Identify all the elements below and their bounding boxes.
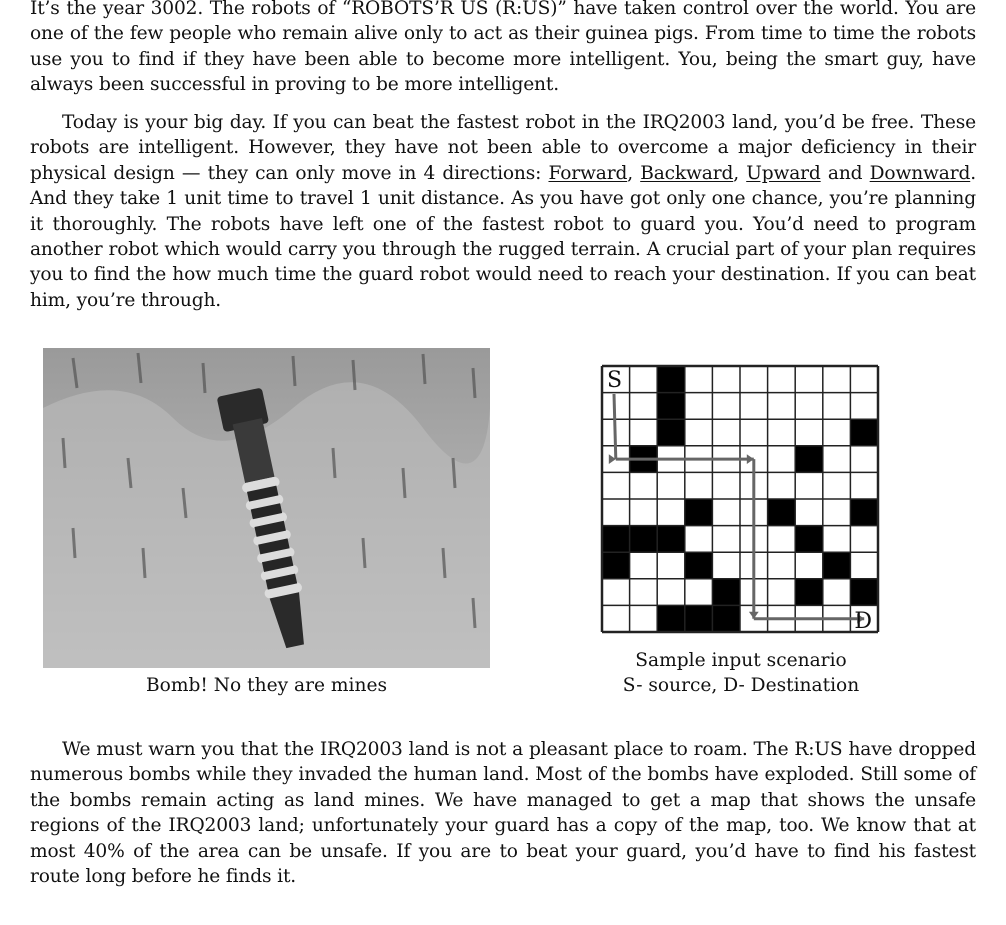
mine-cell (602, 526, 630, 553)
separator: , (733, 162, 747, 184)
mine-cell (712, 605, 740, 632)
paragraph-big-day (30, 110, 976, 313)
grid-caption-line-1: Sample input scenario (635, 650, 847, 671)
separator: , (627, 162, 641, 184)
mine-cell (768, 499, 796, 526)
mine-cell (850, 579, 878, 606)
mine-photo-image (43, 348, 490, 668)
paragraph-big-day-end: . And they take 1 unit time to travel 1 unit distance. As you have got only one chance, you’re planning it thoroughly. The robots have left one of the fastest robot to guard you. You’d need to program another robot which would carry you through the rugged terrain. A crucial part of your plan requires you to find the how much time the guard robot would need to reach your destination. If you can beat him, you’re through. (30, 162, 976, 311)
figure-mines (43, 348, 490, 698)
path-arrow-segment (614, 394, 616, 459)
mine-illustration (43, 348, 490, 668)
mine-cell (685, 552, 713, 579)
mine-cell (685, 605, 713, 632)
mine-cell (630, 526, 658, 553)
paragraph-warning: We must warn you that the IRQ2003 land is not a pleasant place to roam. The R:US have dropped numerous bombs while they invaded the human land. Most of the bombs have exploded. Still some of the bombs remain acting as land mines. We have managed to get a map that shows the unsafe regions of the IRQ2003 land; unfortunately your guard has a copy of the map, too. We know that at most 40% of the area can be unsafe. If you are to beat your guard, you’d have to find his fastest route long before he finds it. (30, 739, 976, 888)
mine-cell (657, 605, 685, 632)
mine-cell (850, 499, 878, 526)
destination-label: D (854, 609, 873, 634)
mine-cell (712, 579, 740, 606)
paragraph-intro: It’s the year 3002. The robots of “ROBOTS’R US (R:US)” have taken control over the world. You are one of the few people who remain alive only to act as their guinea pigs. From time to time the robots use you to find if they have been able to become more intelligent. You, being the smart guy, have always been successful in proving to be more intelligent. (30, 0, 976, 96)
mine-cell (657, 419, 685, 446)
direction-forward: Forward (548, 162, 628, 184)
paragraph-big-day-start: Today is your big day. If you can beat the fastest robot in the IRQ2003 land, you’d be free. These robots are intelligent. However, they have not been able to overcome a major deficiency in their physical design — they can only move in 4 directions: (30, 112, 976, 184)
source-label: S (607, 368, 623, 393)
mine-cell (602, 552, 630, 579)
sample-grid-diagram (600, 364, 882, 636)
figure-sample-grid (600, 364, 882, 697)
direction-upward: Upward (746, 162, 821, 184)
direction-downward: Downward (869, 162, 971, 184)
direction-backward: Backward (640, 162, 734, 184)
mine-cell (823, 552, 851, 579)
mine-cell (657, 366, 685, 393)
separator: and (820, 162, 870, 184)
grid-figure-caption (560, 648, 922, 699)
mine-cell (795, 579, 823, 606)
mine-cell (657, 526, 685, 553)
mine-cell (795, 526, 823, 553)
mine-cell (850, 419, 878, 446)
mine-cell (657, 393, 685, 420)
mine-cell (685, 499, 713, 526)
grid-caption-line-2: S- source, D- Destination (622, 675, 860, 697)
mine-cell (795, 446, 823, 473)
mine-figure-caption: Bomb! No they are mines (145, 675, 387, 696)
